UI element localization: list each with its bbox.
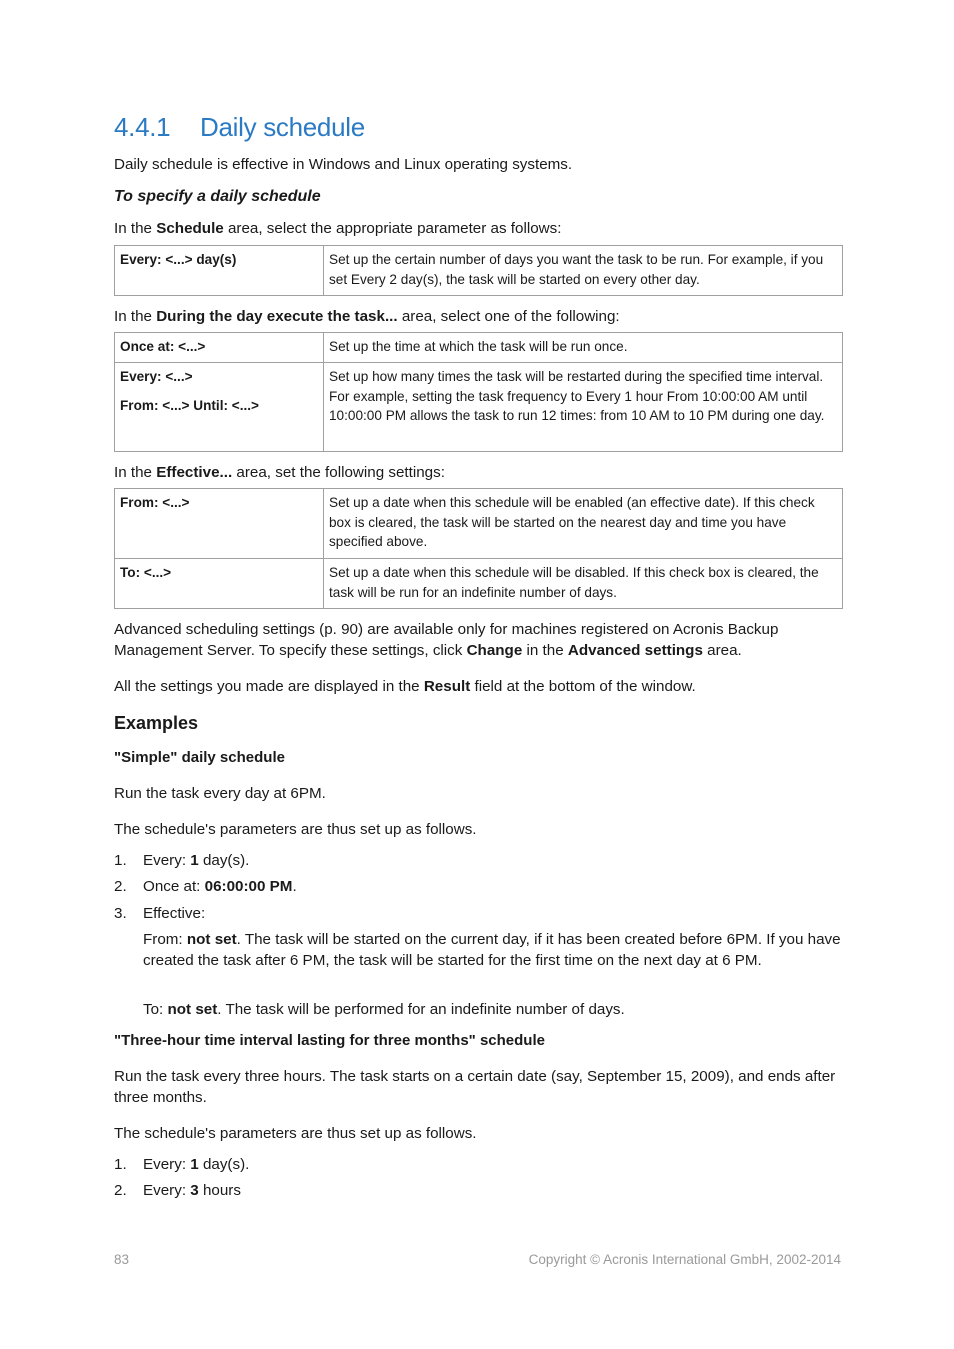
bold-term: not set (186, 931, 237, 948)
section-title: Daily schedule (200, 112, 365, 142)
list-item (114, 903, 843, 929)
param-key: Once at: <...> (115, 333, 324, 363)
during-intro (114, 306, 620, 327)
result-paragraph (114, 676, 696, 697)
list-item (114, 1154, 843, 1180)
example1-params-intro: The schedule's parameters are thus set up as follows. (114, 821, 477, 838)
table-row (115, 489, 843, 559)
param-key (115, 363, 324, 452)
table-row (115, 363, 843, 452)
text-run: day(s). (198, 1156, 250, 1173)
text-run: To: (143, 1001, 168, 1018)
param-desc: Set up a date when this schedule will be disabled. If this check box is cleared, the task will be run for an indefinite number of days. (324, 559, 843, 609)
text-run: All the settings you made are displayed in the (114, 678, 424, 695)
example2-steps (114, 1154, 843, 1206)
text-run: Advanced scheduling settings (p. 90) are available only for machines registered on Acronis Backup Management Server. To specify these settings, click (114, 621, 779, 659)
param-desc: Set up how many times the task will be restarted during the specified time interval. For example, setting the task frequency to Every 1 hour From 10:00:00 AM until 10:00:00 PM allows the task to run 12 times: from 10 AM to 10 PM during one day. (324, 363, 843, 452)
param-key: From: <...> (115, 489, 324, 559)
text-run: Every: (143, 1156, 191, 1173)
table-row (115, 559, 843, 609)
section-heading (114, 112, 365, 143)
text-run: field at the bottom of the window. (470, 678, 696, 695)
text-run: hours (198, 1182, 241, 1199)
text-run: In the (114, 464, 157, 481)
list-item-detail (114, 929, 843, 999)
text-run: day(s). (198, 852, 250, 869)
bold-term: 1 (190, 1156, 199, 1173)
example1-steps (114, 850, 843, 1025)
bold-term: not set (167, 1001, 218, 1018)
example1-title: "Simple" daily schedule (114, 749, 285, 766)
text-run: area, select the appropriate parameter as follows: (223, 220, 562, 237)
text-run: In the (114, 308, 157, 325)
bold-term: Schedule (156, 220, 224, 237)
bold-term: Advanced settings (567, 642, 703, 659)
copyright-notice: Copyright © Acronis International GmbH, 2002-2014 (528, 1252, 841, 1267)
list-number: 2. (114, 878, 127, 895)
list-item (114, 876, 843, 903)
param-key-line: Every: <...> (120, 369, 193, 384)
intro-paragraph: Daily schedule is effective in Windows and Linux operating systems. (114, 156, 573, 173)
text-run: From: (143, 931, 187, 948)
param-key: To: <...> (115, 559, 324, 609)
param-desc: Set up the time at which the task will be run once. (324, 333, 843, 363)
text-run: Once at: (143, 878, 205, 895)
text-run: Every: (143, 1182, 191, 1199)
bold-term: Result (423, 678, 471, 695)
bold-term: Effective... (156, 464, 233, 481)
list-number: 1. (114, 852, 127, 869)
effective-intro (114, 462, 445, 483)
example1-desc: Run the task every day at 6PM. (114, 785, 326, 802)
bold-term: During the day execute the task... (156, 308, 398, 325)
param-key: Every: <...> day(s) (115, 246, 324, 296)
text-run: . The task will be performed for an indefinite number of days. (217, 1001, 625, 1018)
page-number: 83 (114, 1252, 130, 1267)
list-item (114, 1180, 843, 1206)
text-run: in the (522, 642, 568, 659)
bold-term: Change (466, 642, 523, 659)
schedule-table (114, 245, 843, 296)
advanced-paragraph (114, 619, 843, 661)
table-row (115, 333, 843, 363)
bold-term: 1 (190, 852, 199, 869)
list-number: 3. (114, 905, 127, 922)
param-desc: Set up the certain number of days you want the task to be run. For example, if you set Every 2 day(s), the task will be started on every other day. (324, 246, 843, 296)
example2-params-intro: The schedule's parameters are thus set up as follows. (114, 1125, 477, 1142)
text-run: Effective: (143, 905, 206, 922)
text-run: Every: (143, 852, 191, 869)
list-item-detail (114, 999, 843, 1025)
bold-term: 06:00:00 PM (204, 878, 293, 895)
text-run: . The task will be started on the current day, if it has been created before 6PM. If you have created the task after 6 PM, the task will be started for the first time on the next day at 6 PM. (143, 931, 841, 969)
section-number: 4.4.1 (114, 112, 171, 142)
text-run: . (292, 878, 297, 895)
schedule-intro (114, 218, 561, 239)
bold-term: 3 (190, 1182, 199, 1199)
param-desc: Set up a date when this schedule will be enabled (an effective date). If this check box is cleared, the task will be started on the nearest day and time you have specified above. (324, 489, 843, 559)
procedure-heading: To specify a daily schedule (114, 188, 321, 205)
example2-desc: Run the task every three hours. The task starts on a certain date (say, September 15, 2009), and ends after three months. (114, 1068, 836, 1106)
text-run: area, select one of the following: (397, 308, 620, 325)
during-table (114, 332, 843, 452)
example2-title: "Three-hour time interval lasting for three months" schedule (114, 1032, 545, 1049)
list-number: 1. (114, 1156, 127, 1173)
examples-heading: Examples (114, 713, 199, 733)
text-run: area. (702, 642, 742, 659)
text-run: area, set the following settings: (232, 464, 445, 481)
param-key-line: From: <...> Until: <...> (120, 397, 259, 413)
list-item (114, 850, 843, 876)
table-row (115, 246, 843, 296)
list-number: 2. (114, 1182, 127, 1199)
effective-table (114, 488, 843, 609)
text-run: In the (114, 220, 157, 237)
